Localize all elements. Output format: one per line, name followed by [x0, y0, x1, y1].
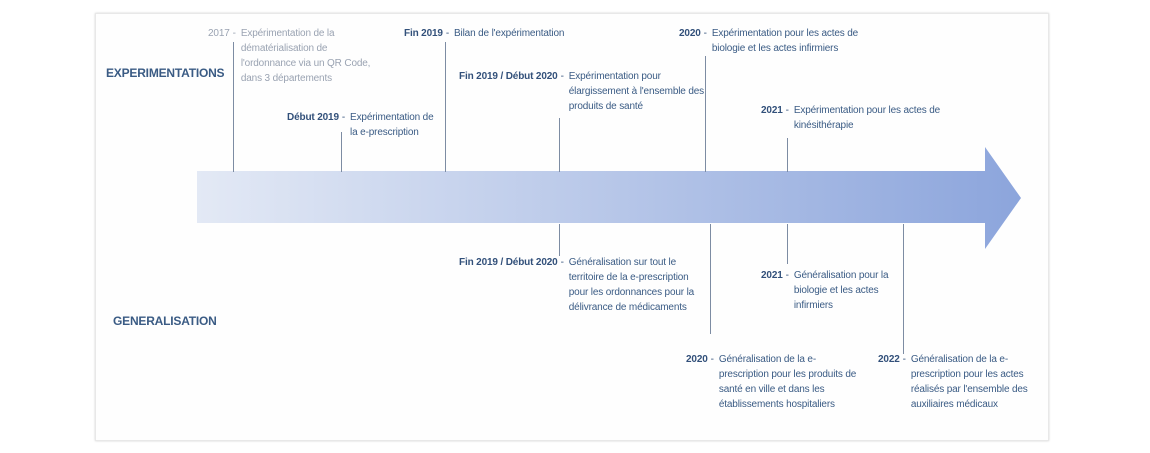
gen-2021-desc: Généralisation pour la biologie et les actes infirmiers: [793, 270, 889, 311]
exp-fin-2019-debut-2020-date: Fin 2019 / Début 2020: [459, 71, 558, 82]
gen-2021-date: 2021: [761, 270, 783, 281]
tick-exp-fin-2019: [445, 42, 446, 172]
tick-gen-fin-2019-debut-2020: [559, 224, 560, 256]
gen-event-fin-2019-debut-2020: Fin 2019 / Début 2020 - Généralisation sur tout le territoire de la e-prescription pour les ordonnances pour la délivrance de médicaments: [459, 257, 695, 313]
exp-event-fin-2019: Fin 2019 - Bilan de l'expérimentation: [404, 28, 565, 39]
exp-debut-2019-desc: Expérimentation de la e-prescription: [350, 112, 434, 138]
exp-2017-date: 2017: [208, 28, 230, 39]
gen-2020-desc: Généralisation de la e- prescription pour les produits de santé en ville et dans les établissements hospitaliers: [718, 354, 857, 410]
gen-2022-date: 2022: [878, 354, 900, 365]
section-label-generalisation: GENERALISATION: [113, 314, 217, 328]
exp-2020-date: 2020: [679, 28, 701, 39]
section-label-experimentations: EXPERIMENTATIONS: [106, 66, 225, 80]
exp-event-debut-2019: Début 2019 - Expérimentation de la e-prescription: [287, 112, 434, 138]
tick-gen-2022: [903, 224, 904, 354]
exp-event-2017-wrap: 2017 - Expérimentation de la dématérialisation de l'ordonnance via un QR Code, dans 3 départements: [208, 28, 371, 84]
exp-2020-desc: Expérimentation pour les actes de biologie et les actes infirmiers: [711, 28, 859, 54]
exp-2021-date: 2021: [761, 105, 783, 116]
gen-fin-2019-debut-2020-desc: Généralisation sur tout le territoire de la e-prescription pour les ordonnances pour la délivrance de médicaments: [568, 257, 695, 313]
gen-2020-date: 2020: [686, 354, 708, 365]
tick-exp-fin-2019-debut-2020: [559, 118, 560, 172]
tick-exp-2021: [787, 138, 788, 172]
gen-fin-2019-debut-2020-date: Fin 2019 / Début 2020: [459, 257, 558, 268]
exp-2017-desc: Expérimentation de la dématérialisation de l'ordonnance via un QR Code, dans 3 départements: [240, 28, 371, 84]
exp-event-fin-2019-debut-2020: Fin 2019 / Début 2020 - Expérimentation pour élargissement à l'ensemble des produits de santé: [459, 71, 705, 112]
exp-fin-2019-date: Fin 2019: [404, 28, 443, 39]
gen-2022-desc: Généralisation de la e- prescription pour les actes réalisés par l'ensemble des auxiliaires médicaux: [910, 354, 1028, 410]
exp-debut-2019-date: Début 2019: [287, 112, 339, 123]
exp-fin-2019-desc: Bilan de l'expérimentation: [454, 28, 565, 39]
gen-event-2021: 2021 - Généralisation pour la biologie et les actes infirmiers: [761, 270, 889, 311]
timeline-arrow: [197, 147, 1021, 249]
gen-event-2022: 2022 - Généralisation de la e- prescription pour les actes réalisés par l'ensemble des auxiliaires médicaux: [878, 354, 1028, 410]
exp-fin-2019-debut-2020-desc: Expérimentation pour élargissement à l'ensemble des produits de santé: [568, 71, 705, 112]
tick-gen-2021: [787, 224, 788, 264]
exp-event-2021: 2021 - Expérimentation pour les actes de kinésithérapie: [761, 105, 941, 131]
tick-gen-2020: [710, 224, 711, 334]
gen-event-2020: 2020 - Généralisation de la e- prescription pour les produits de santé en ville et dans les établissements hospitaliers: [686, 354, 857, 410]
exp-2021-desc: Expérimentation pour les actes de kinésithérapie: [793, 105, 941, 131]
exp-event-2020: 2020 - Expérimentation pour les actes de biologie et les actes infirmiers: [679, 28, 859, 54]
tick-exp-2020: [705, 56, 706, 172]
